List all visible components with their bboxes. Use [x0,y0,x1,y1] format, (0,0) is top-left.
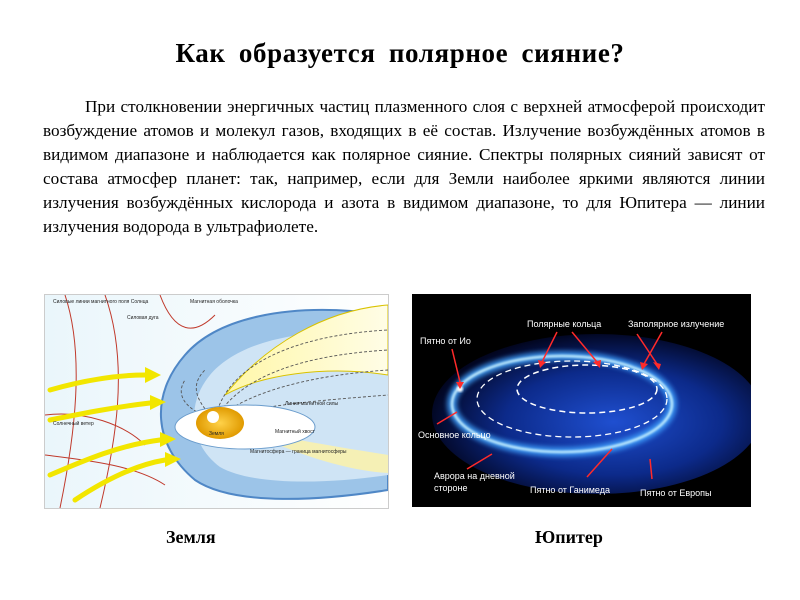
earth-diagram [45,295,388,508]
label-earth: Земля [209,431,224,437]
label-boundary: Магнитосфера — граница магнитосферы [250,449,347,455]
body-paragraph-text: При столкновении энергичных частиц плазменного слоя с верхней атмосферой происходит возбуждение атомов и молекул газов, входящих в её состав. Излучение возбуждённых атомов в видимом диапазоне и наблюдается как полярное сияние. Спектры полярных сияний зависят от состава атмосфер планет: так, например, если для Земли наиболее яркими являются линии излучения возбуждённых кислорода и азота в видимом диапазоне, то для Юпитера — линии излучения водорода в ультрафиолете. [43,97,765,236]
label-main-ring: Основное кольцо [418,430,491,440]
label-tail: Магнитный хвост [275,429,315,435]
label-solar-wind: Солнечный ветер [53,421,94,427]
body-paragraph [43,95,765,239]
earth-caption: Земля [166,527,216,547]
label-arc: Силовая дуга [127,315,159,321]
label-dayside-aurora-2: стороне [434,483,468,493]
page-title: Как образуется полярное сияние? [175,38,625,68]
jupiter-caption: Юпитер [535,527,603,547]
label-io-spot: Пятно от Ио [420,336,471,346]
jupiter-diagram [412,294,751,507]
label-magnetopause: Магнитная оболочка [190,299,238,305]
earth-magnetosphere-figure [44,294,389,509]
jupiter-aurora-figure [412,294,751,507]
label-field-lines: Силовые линии магнитного поля Солнца [53,299,149,305]
label-polar-rings: Полярные кольца [527,319,602,329]
label-field-line: Линия магнитной силы [285,401,339,407]
label-ganymede-spot: Пятно от Ганимеда [530,485,610,495]
plasma-sheet [175,405,315,449]
label-europa-spot: Пятно от Европы [640,488,712,498]
earth-polar-cap [207,411,219,423]
label-outer-emission: Заполярное излучение [628,319,725,329]
label-dayside-aurora-1: Аврора на дневной [434,471,515,481]
